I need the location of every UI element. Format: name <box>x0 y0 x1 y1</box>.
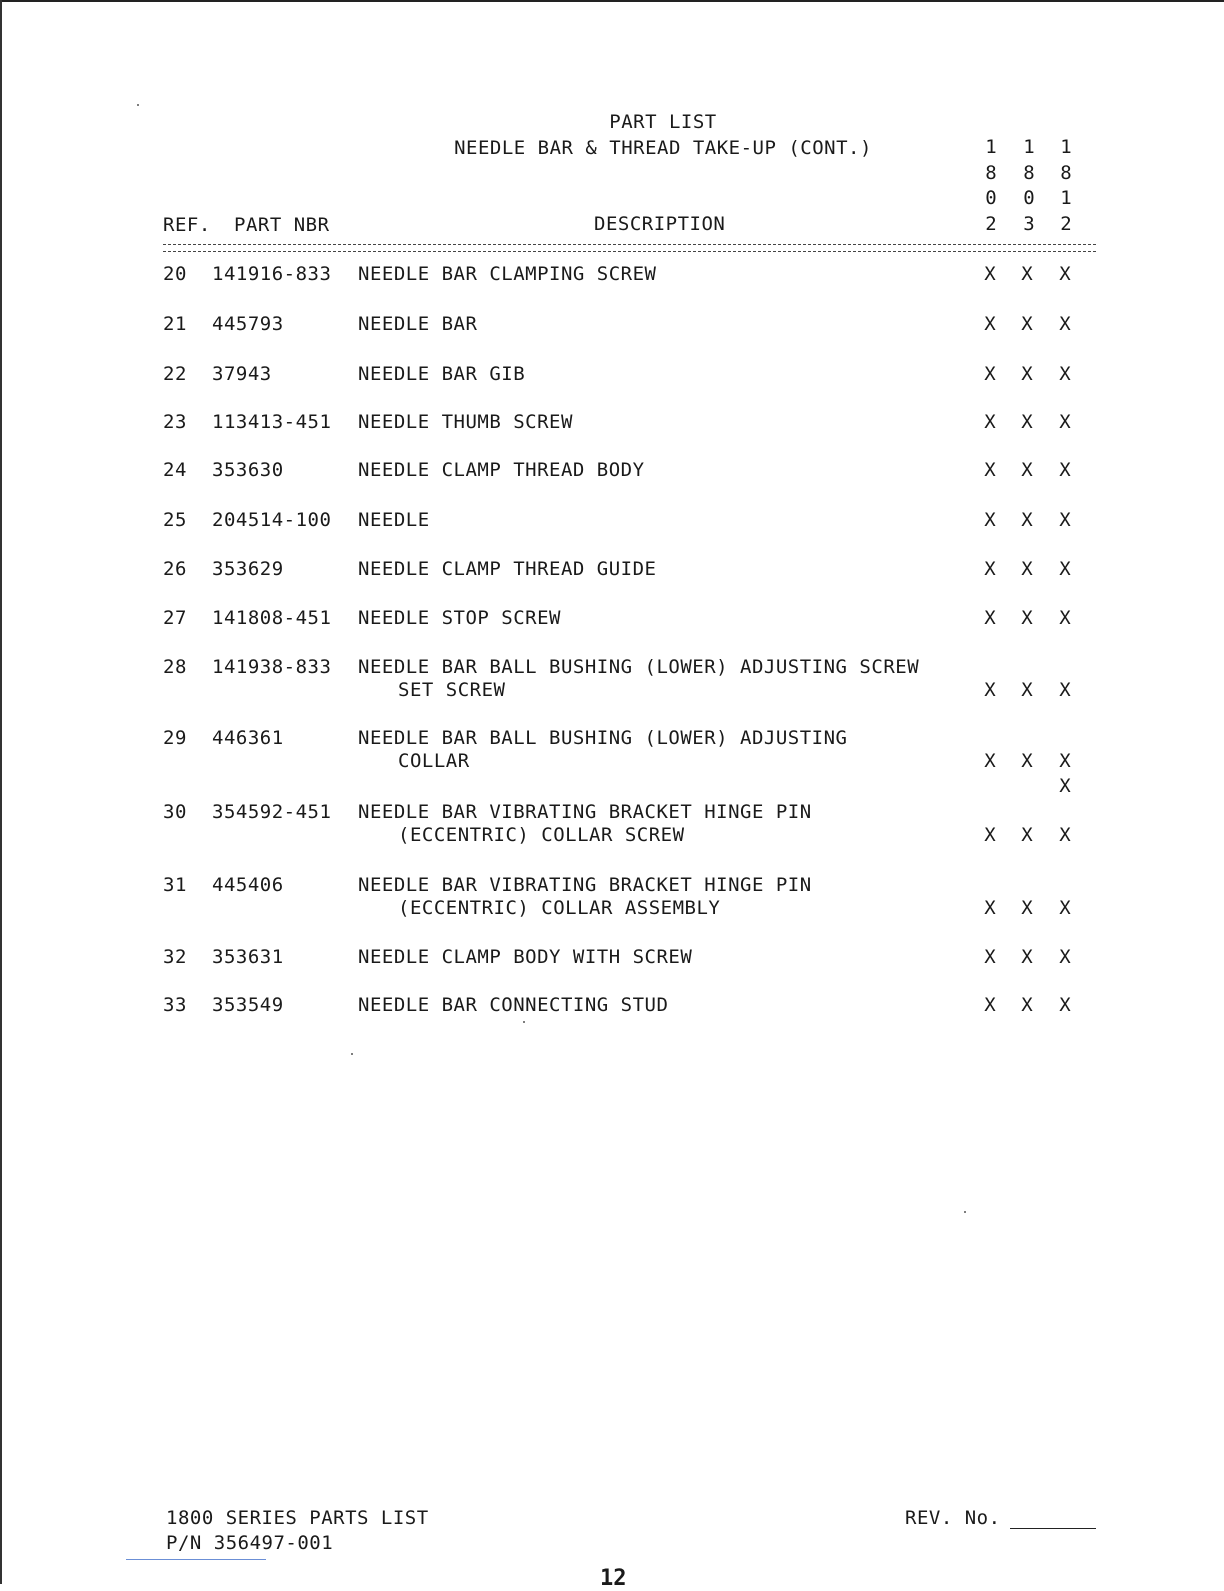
row-description: NEEDLE CLAMP BODY WITH SCREW <box>358 946 693 968</box>
row-model-mark: X <box>1059 509 1071 531</box>
row-part-number: 141938-833 <box>212 656 332 678</box>
model-column-digit: 1 <box>1060 187 1072 209</box>
row-model-mark: X <box>1021 411 1033 433</box>
part-column-header: PART NBR <box>234 214 330 236</box>
model-column-digit: 1 <box>1060 136 1072 158</box>
page-number: 12 <box>600 1566 627 1591</box>
row-model-mark: X <box>1021 607 1033 629</box>
scan-speck <box>137 104 139 106</box>
row-model-mark: X <box>1021 459 1033 481</box>
rev-blank-line <box>1010 1528 1096 1529</box>
row-part-number: 353631 <box>212 946 284 968</box>
row-part-number: 141808-451 <box>212 607 332 629</box>
page-title: PART LIST <box>609 111 717 133</box>
row-model-mark: X <box>1059 313 1071 335</box>
model-column-digit: 3 <box>1023 212 1035 235</box>
row-model-mark: X <box>1059 411 1071 433</box>
row-model-mark: X <box>1021 897 1033 919</box>
row-ref: 30 <box>163 801 187 823</box>
row-description: NEEDLE BAR GIB <box>358 363 526 385</box>
row-part-number: 204514-100 <box>212 509 332 531</box>
row-ref: 32 <box>163 946 187 968</box>
row-ref: 22 <box>163 363 187 385</box>
model-column-digit: 2 <box>985 212 997 235</box>
scan-border-top <box>0 0 1224 2</box>
row-ref: 20 <box>163 263 187 285</box>
description-column-header: DESCRIPTION <box>594 213 726 235</box>
row-ref: 33 <box>163 994 187 1016</box>
row-ref: 28 <box>163 656 187 678</box>
row-model-mark: X <box>1059 459 1071 481</box>
row-description: NEEDLE THUMB SCREW <box>358 411 573 433</box>
row-part-number: 113413-451 <box>212 411 332 433</box>
row-description: NEEDLE BAR BALL BUSHING (LOWER) ADJUSTING SCREW <box>358 656 920 678</box>
row-model-mark: X <box>984 558 996 580</box>
row-part-number: 353629 <box>212 558 284 580</box>
row-model-mark: X <box>1059 750 1071 772</box>
row-part-number: 445406 <box>212 874 284 896</box>
footer-rev-label: REV. No. <box>905 1507 1001 1529</box>
row-model-mark: X <box>1021 994 1033 1016</box>
row-model-mark: X <box>984 897 996 919</box>
row-model-mark: X <box>1059 994 1071 1016</box>
row-description: NEEDLE <box>358 509 430 531</box>
row-description: NEEDLE BAR CLAMPING SCREW <box>358 263 657 285</box>
row-model-mark: X <box>1059 946 1071 968</box>
row-model-mark: X <box>984 411 996 433</box>
scan-border-left <box>0 0 2 1584</box>
model-column-digit: 8 <box>1023 161 1035 184</box>
scan-speck <box>351 1053 353 1055</box>
row-description: NEEDLE CLAMP THREAD BODY <box>358 459 645 481</box>
row-model-mark: X <box>984 313 996 335</box>
row-ref: 24 <box>163 459 187 481</box>
row-model-mark: X <box>984 509 996 531</box>
model-column-digit: 1 <box>985 136 997 158</box>
row-model-mark: X <box>1021 558 1033 580</box>
page-subtitle: NEEDLE BAR & THREAD TAKE-UP (CONT.) <box>454 137 872 159</box>
row-model-mark: X <box>1021 363 1033 385</box>
row-ref: 23 <box>163 411 187 433</box>
row-description: NEEDLE BAR <box>358 313 478 335</box>
row-model-mark: X <box>984 459 996 481</box>
row-model-mark: X <box>1021 750 1033 772</box>
row-model-mark: X <box>1059 607 1071 629</box>
row-description: (ECCENTRIC) COLLAR ASSEMBLY <box>398 897 721 919</box>
model-column-digit: 8 <box>1060 161 1072 184</box>
model-column-digit: 2 <box>1060 212 1072 235</box>
scan-speck <box>523 1021 525 1023</box>
row-model-mark: X <box>984 994 996 1016</box>
row-model-mark: X <box>1059 263 1071 285</box>
row-description: NEEDLE STOP SCREW <box>358 607 561 629</box>
row-part-number: 446361 <box>212 727 284 749</box>
row-model-mark: X <box>984 946 996 968</box>
row-model-mark: X <box>984 750 996 772</box>
header-double-rule <box>163 244 1096 252</box>
row-description: (ECCENTRIC) COLLAR SCREW <box>398 824 685 846</box>
row-model-mark: X <box>1059 824 1071 846</box>
row-model-mark: X <box>1021 824 1033 846</box>
ref-column-header: REF. <box>163 214 211 236</box>
row-model-mark-extra: X <box>1059 775 1071 797</box>
row-description: NEEDLE CLAMP THREAD GUIDE <box>358 558 657 580</box>
row-model-mark: X <box>1021 263 1033 285</box>
row-ref: 31 <box>163 874 187 896</box>
model-column-digit: 0 <box>1023 187 1035 209</box>
row-ref: 21 <box>163 313 187 335</box>
row-description: NEEDLE BAR VIBRATING BRACKET HINGE PIN <box>358 874 812 896</box>
footer-series: 1800 SERIES PARTS LIST <box>166 1507 429 1529</box>
row-part-number: 37943 <box>212 363 272 385</box>
model-column-digit: 8 <box>985 161 997 184</box>
row-part-number: 141916-833 <box>212 263 332 285</box>
row-model-mark: X <box>1059 363 1071 385</box>
row-model-mark: X <box>1021 946 1033 968</box>
row-ref: 29 <box>163 727 187 749</box>
row-model-mark: X <box>1059 558 1071 580</box>
row-part-number: 353549 <box>212 994 284 1016</box>
footer-part-number: P/N 356497-001 <box>166 1532 334 1554</box>
row-ref: 27 <box>163 607 187 629</box>
row-description: NEEDLE BAR VIBRATING BRACKET HINGE PIN <box>358 801 812 823</box>
row-model-mark: X <box>1021 509 1033 531</box>
row-model-mark: X <box>1021 679 1033 701</box>
row-model-mark: X <box>984 607 996 629</box>
row-description: NEEDLE BAR CONNECTING STUD <box>358 994 669 1016</box>
row-model-mark: X <box>984 824 996 846</box>
row-part-number: 353630 <box>212 459 284 481</box>
scan-artifact-line <box>126 1559 266 1560</box>
row-model-mark: X <box>1021 313 1033 335</box>
scan-speck <box>964 1211 966 1213</box>
row-description: NEEDLE BAR BALL BUSHING (LOWER) ADJUSTING <box>358 727 848 749</box>
row-model-mark: X <box>984 363 996 385</box>
row-ref: 26 <box>163 558 187 580</box>
row-ref: 25 <box>163 509 187 531</box>
row-model-mark: X <box>984 263 996 285</box>
row-model-mark: X <box>1059 679 1071 701</box>
row-description: COLLAR <box>398 750 470 772</box>
row-part-number: 354592-451 <box>212 801 332 823</box>
row-part-number: 445793 <box>212 313 284 335</box>
row-model-mark: X <box>984 679 996 701</box>
model-column-digit: 0 <box>985 187 997 209</box>
model-column-digit: 1 <box>1023 136 1035 158</box>
row-model-mark: X <box>1059 897 1071 919</box>
row-description: SET SCREW <box>398 679 506 701</box>
